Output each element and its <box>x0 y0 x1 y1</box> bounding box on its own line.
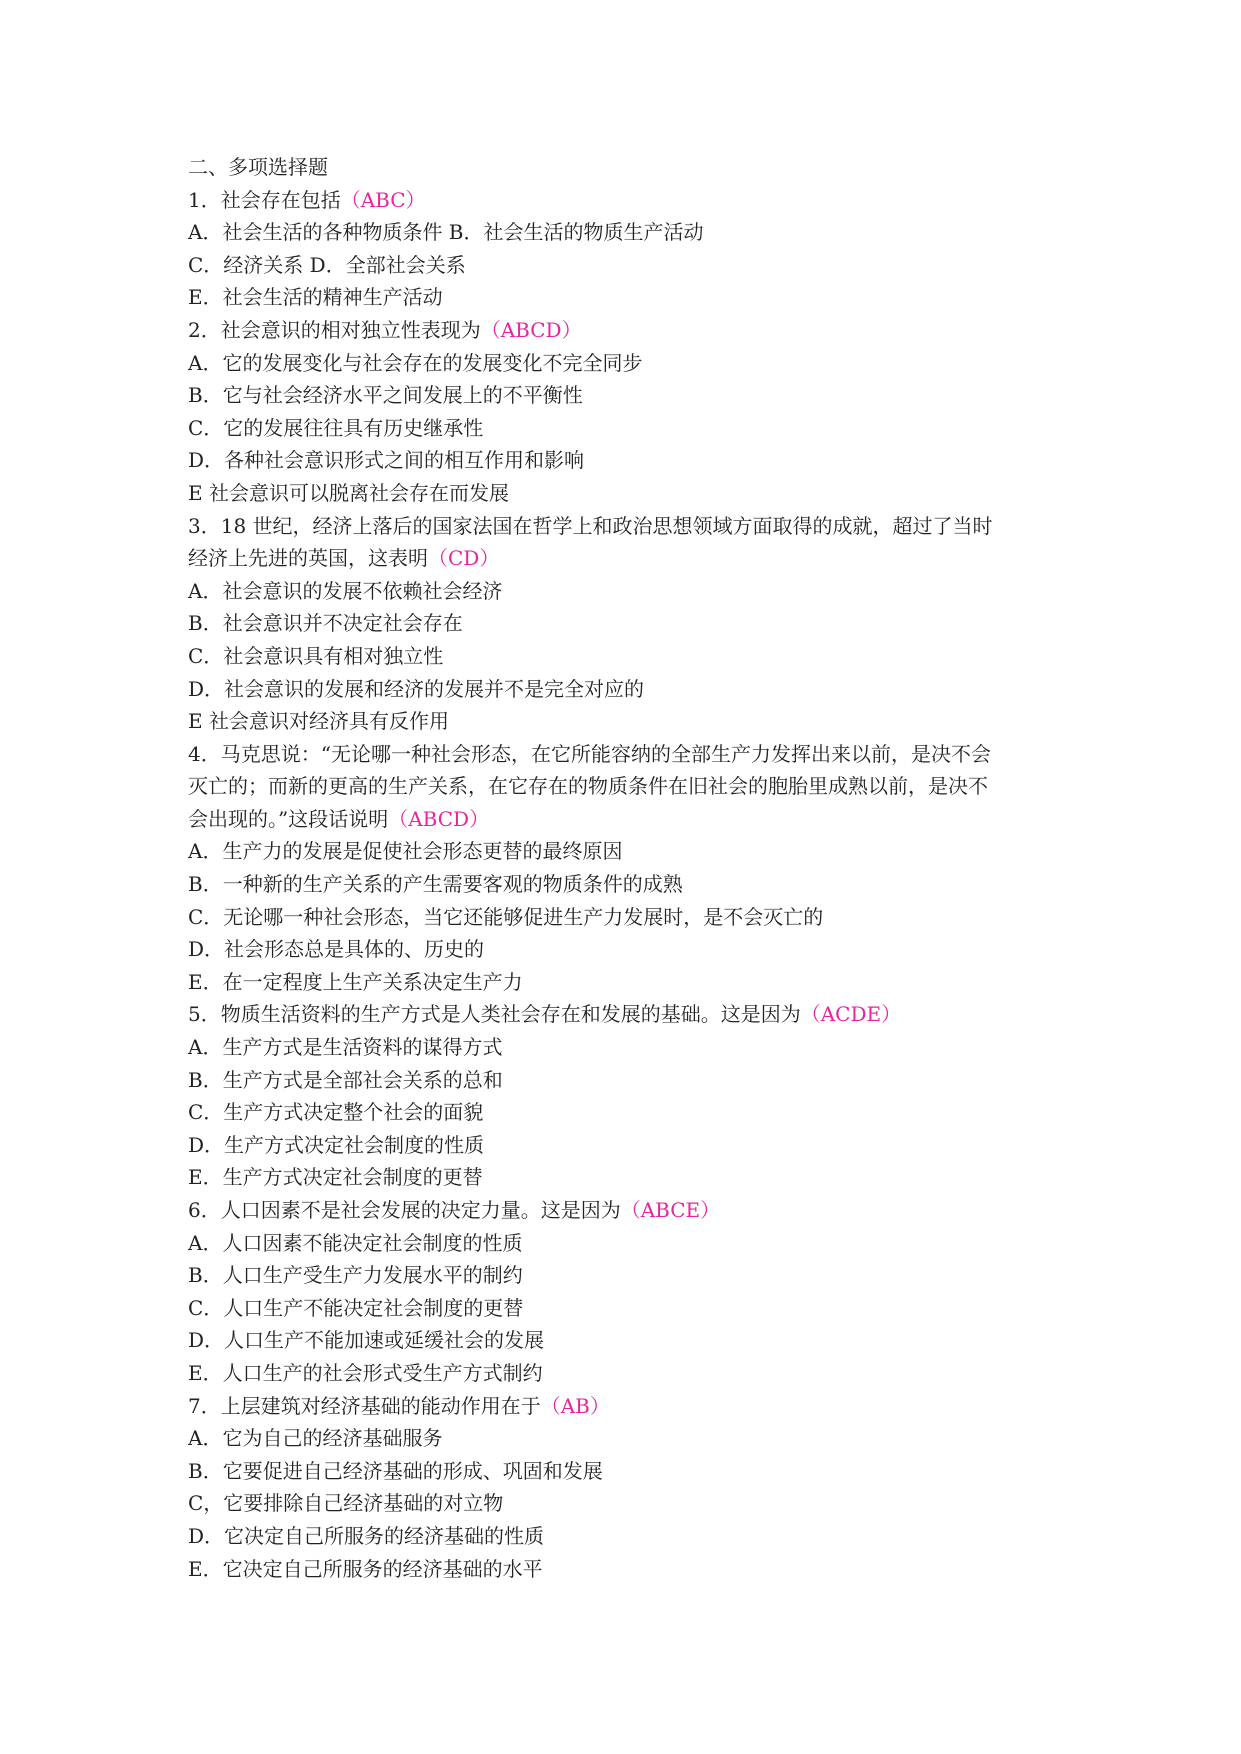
answer-option: C．人口生产不能决定社会制度的更替 <box>188 1295 524 1320</box>
answer-key: （ABCD） <box>388 806 490 831</box>
answer-option: D．生产方式决定社会制度的性质 <box>188 1132 485 1157</box>
question-stem-line <box>188 770 1068 803</box>
answer-option: E．社会生活的精神生产活动 <box>188 285 443 310</box>
answer-option: E．生产方式决定社会制度的更替 <box>188 1165 483 1190</box>
answer-option: A．它的发展变化与社会存在的发展变化不完全同步 <box>188 350 643 375</box>
question-stem-line <box>188 803 1068 836</box>
question-text: 灭亡的；而新的更高的生产关系，在它存在的物质条件在旧社会的胞胎里成熟以前，是决不 <box>188 774 988 799</box>
answer-option: D．人口生产不能加速或延缓社会的发展 <box>188 1328 545 1353</box>
question-text: 5．物质生活资料的生产方式是人类社会存在和发展的基础。这是因为 <box>188 1002 801 1027</box>
answer-option: B．它与社会经济水平之间发展上的不平衡性 <box>188 383 583 408</box>
answer-key: （ABCE） <box>620 1198 721 1222</box>
answer-option: A．生产力的发展是促使社会形态更替的最终原因 <box>188 839 623 864</box>
answer-option: E 社会意识对经济具有反作用 <box>188 709 449 734</box>
question-stem-line <box>188 542 1068 575</box>
answer-option: E．它决定自己所服务的经济基础的水平 <box>188 1556 543 1581</box>
question-block <box>188 998 1068 1194</box>
answer-option: A．社会生活的各种物质条件 B．社会生活的物质生产活动 <box>188 220 704 245</box>
answer-option: A．社会意识的发展不依赖社会经济 <box>188 578 503 603</box>
answer-option: E 社会意识可以脱离社会存在而发展 <box>188 480 509 505</box>
answer-key: （ACDE） <box>800 1002 902 1027</box>
answer-option: D．它决定自己所服务的经济基础的性质 <box>188 1523 545 1548</box>
question-text: 2．社会意识的相对独立性表现为 <box>188 317 481 342</box>
question-list <box>188 184 1068 1586</box>
question-text: 6．人口因素不是社会发展的决定力量。这是因为 <box>188 1198 621 1222</box>
answer-option: D．社会意识的发展和经济的发展并不是完全对应的 <box>188 676 645 701</box>
answer-option: A．生产方式是生活资料的谋得方式 <box>188 1035 503 1060</box>
question-stem-line <box>188 1194 1068 1227</box>
question-block <box>188 1390 1068 1586</box>
question-stem-line <box>188 314 1068 347</box>
answer-option: A．人口因素不能决定社会制度的性质 <box>188 1230 523 1255</box>
question-block <box>188 738 1068 999</box>
question-stem-line <box>188 998 1068 1031</box>
answer-option: B．一种新的生产关系的产生需要客观的物质条件的成熟 <box>188 872 683 897</box>
question-text: 7．上层建筑对经济基础的能动作用在于 <box>188 1393 541 1418</box>
question-stem-line <box>188 510 1068 543</box>
question-block <box>188 1194 1068 1390</box>
question-block <box>188 184 1068 314</box>
answer-option: E．人口生产的社会形式受生产方式制约 <box>188 1360 543 1385</box>
answer-option: C．它的发展往往具有历史继承性 <box>188 415 484 440</box>
question-text: 4．马克思说：“无论哪一种社会形态，在它所能容纳的全部生产力发挥出来以前，是决不会 <box>188 741 991 766</box>
question-stem-line <box>188 1390 1068 1423</box>
answer-key: （ABCD） <box>480 317 582 342</box>
answer-option: C．经济关系 D．全部社会关系 <box>188 252 466 277</box>
question-text: 3．18 世纪，经济上落后的国家法国在哲学上和政治思想领域方面取得的成就，超过了当时 <box>188 513 993 538</box>
answer-option: C．社会意识具有相对独立性 <box>188 643 444 668</box>
answer-option: D．各种社会意识形式之间的相互作用和影响 <box>188 448 585 473</box>
question-text: 经济上先进的英国，这表明 <box>188 546 428 571</box>
answer-option: B．人口生产受生产力发展水平的制约 <box>188 1263 523 1288</box>
answer-option: B．社会意识并不决定社会存在 <box>188 611 463 636</box>
document-body <box>188 151 1068 1585</box>
question-text: 会出现的。”这段话说明 <box>188 806 389 831</box>
question-block <box>188 510 1068 738</box>
answer-option: A．它为自己的经济基础服务 <box>188 1426 443 1451</box>
answer-option: C，它要排除自己经济基础的对立物 <box>188 1491 504 1516</box>
answer-option: C．无论哪一种社会形态，当它还能够促进生产力发展时，是不会灭亡的 <box>188 904 824 929</box>
answer-key: （ABC） <box>340 187 426 212</box>
section-title: 二、多项选择题 <box>188 155 328 179</box>
answer-option: C．生产方式决定整个社会的面貌 <box>188 1100 484 1125</box>
answer-option: B．生产方式是全部社会关系的总和 <box>188 1067 503 1092</box>
question-block <box>188 314 1068 510</box>
answer-option: E．在一定程度上生产关系决定生产力 <box>188 969 523 994</box>
answer-option: B．它要促进自己经济基础的形成、巩固和发展 <box>188 1458 603 1483</box>
answer-option: D．社会形态总是具体的、历史的 <box>188 937 485 962</box>
question-text: 1．社会存在包括 <box>188 187 341 212</box>
question-stem-line <box>188 738 1068 771</box>
answer-key: （AB） <box>540 1393 610 1418</box>
answer-key: （CD） <box>428 546 500 571</box>
question-stem-line <box>188 184 1068 217</box>
